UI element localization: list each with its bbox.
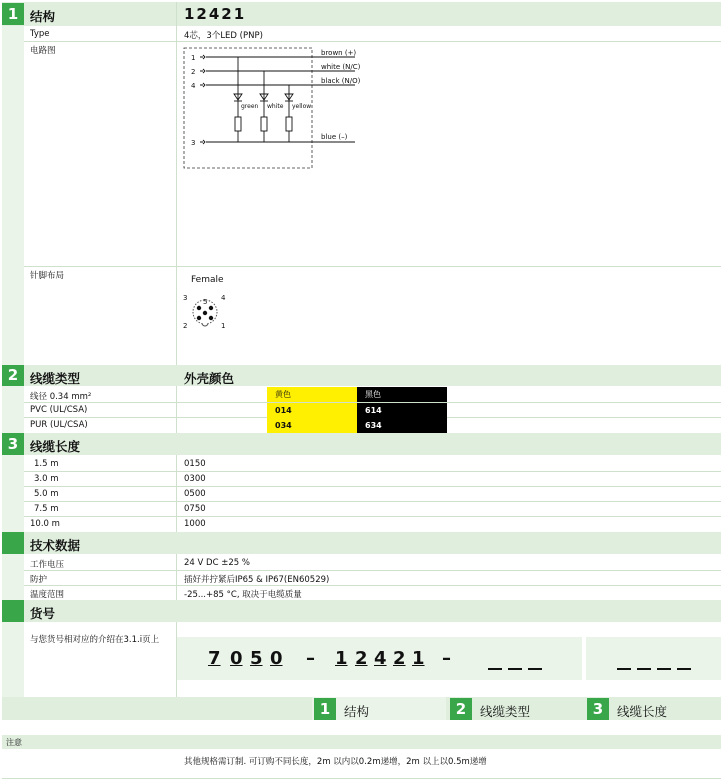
section2-header	[2, 365, 721, 386]
notes-text: 其他规格需订制. 可订购不同长度，2m 以内以0.2m递增，2m 以上以0.5m递增	[184, 757, 487, 767]
code-digit: 5	[250, 648, 263, 669]
pur-black-code: 634	[357, 418, 447, 433]
led-yellow-label: yellow	[292, 103, 312, 110]
code-digit: 0	[230, 648, 243, 669]
led-white-label: white	[267, 103, 284, 110]
footer-num-1: 1	[314, 698, 336, 720]
code-dash: –	[306, 648, 315, 669]
code-1: 0150	[184, 459, 206, 469]
length-3: 5.0 m	[34, 489, 59, 499]
wire-blue-label: blue (–)	[321, 133, 348, 141]
order-note: 与您货号相对应的介绍在3.1.i页上	[30, 635, 160, 645]
pinout-diagram	[180, 290, 230, 334]
pin-3-label: 3	[191, 139, 196, 147]
code-dash: –	[442, 648, 451, 669]
code-digit: 1	[412, 648, 425, 669]
footer-label-1: 结构	[344, 704, 370, 719]
pvc-black-code: 614	[357, 403, 447, 418]
led-green-label: green	[241, 103, 259, 110]
length-2: 3.0 m	[34, 474, 59, 484]
notes-title: 注意	[6, 738, 22, 747]
pvc-label: PVC (UL/CSA)	[30, 405, 88, 415]
cable-diameter-label: 线径 0.34 mm²	[30, 392, 92, 402]
temperature-label: 温度范围	[30, 590, 65, 600]
pinout-title: Female	[191, 275, 224, 285]
length-4: 7.5 m	[34, 504, 59, 514]
blank-slot	[488, 668, 502, 670]
section3-number: 3	[2, 433, 24, 455]
blank-slot	[528, 668, 542, 670]
protection-label: 防护	[30, 575, 48, 585]
footer-label-3: 线缆长度	[617, 704, 668, 719]
section3-header	[2, 433, 721, 455]
product-number: 12421	[184, 5, 247, 23]
section1-number: 1	[2, 3, 24, 25]
pinout-label: 针脚布局	[30, 271, 65, 281]
section2-title: 线缆类型	[30, 371, 81, 386]
notes-header	[2, 735, 721, 749]
order-header	[2, 600, 721, 622]
code-digit: 4	[374, 648, 387, 669]
pvc-yellow-code: 014	[267, 403, 357, 418]
code-4: 0750	[184, 504, 206, 514]
order-title: 货号	[30, 606, 56, 621]
circuit-label: 电路图	[30, 46, 56, 56]
pur-label: PUR (UL/CSA)	[30, 420, 88, 430]
black-header: 黑色	[357, 387, 447, 402]
code-2: 0300	[184, 474, 206, 484]
code-digit: 0	[270, 648, 283, 669]
blank-slot	[637, 668, 651, 670]
order-code-box-2	[586, 637, 721, 680]
footer-num-2: 2	[450, 698, 472, 720]
footer-label-2: 线缆类型	[480, 704, 531, 719]
tech-header	[2, 532, 721, 554]
circuit-diagram	[180, 44, 370, 169]
pin-4-label: 4	[191, 82, 196, 90]
pinout-4: 4	[221, 294, 226, 302]
section3-title: 线缆长度	[30, 439, 81, 454]
pinout-2: 2	[183, 322, 188, 330]
pur-yellow-code: 034	[267, 418, 357, 433]
housing-color-title: 外壳颜色	[184, 371, 235, 386]
type-label: Type	[30, 29, 50, 39]
protection-value: 插好并拧紧后IP65 & IP67(EN60529)	[184, 575, 330, 585]
voltage-value: 24 V DC ±25 %	[184, 558, 250, 568]
voltage-label: 工作电压	[30, 560, 65, 570]
tech-title: 技术数据	[30, 538, 81, 553]
pinout-5: 5	[203, 298, 208, 306]
blank-slot	[508, 668, 522, 670]
type-value: 4芯，3个LED (PNP)	[184, 31, 263, 41]
pin-2-label: 2	[191, 68, 196, 76]
wire-brown-label: brown (+)	[321, 49, 357, 57]
length-1: 1.5 m	[34, 459, 59, 469]
blank-slot	[677, 668, 691, 670]
pin-1-label: 1	[191, 54, 196, 62]
code-digit: 1	[335, 648, 348, 669]
pinout-3: 3	[183, 294, 188, 302]
section1-header	[2, 2, 721, 26]
temperature-value: -25...+85 °C, 取决于电缆质量	[184, 590, 302, 600]
code-digit: 2	[355, 648, 368, 669]
pinout-1: 1	[221, 322, 226, 330]
left-strip	[2, 2, 24, 699]
yellow-header: 黄色	[267, 387, 357, 402]
section2-number: 2	[2, 365, 24, 386]
blank-slot	[617, 668, 631, 670]
wire-black-label: black (N/O)	[321, 77, 361, 85]
code-digit: 7	[208, 648, 221, 669]
wire-white-label: white (N/C)	[321, 63, 361, 71]
code-digit: 2	[393, 648, 406, 669]
section1-title: 结构	[30, 9, 56, 24]
code-3: 0500	[184, 489, 206, 499]
code-5: 1000	[184, 519, 206, 529]
footer-num-3: 3	[587, 698, 609, 720]
length-5: 10.0 m	[30, 519, 60, 529]
blank-slot	[657, 668, 671, 670]
